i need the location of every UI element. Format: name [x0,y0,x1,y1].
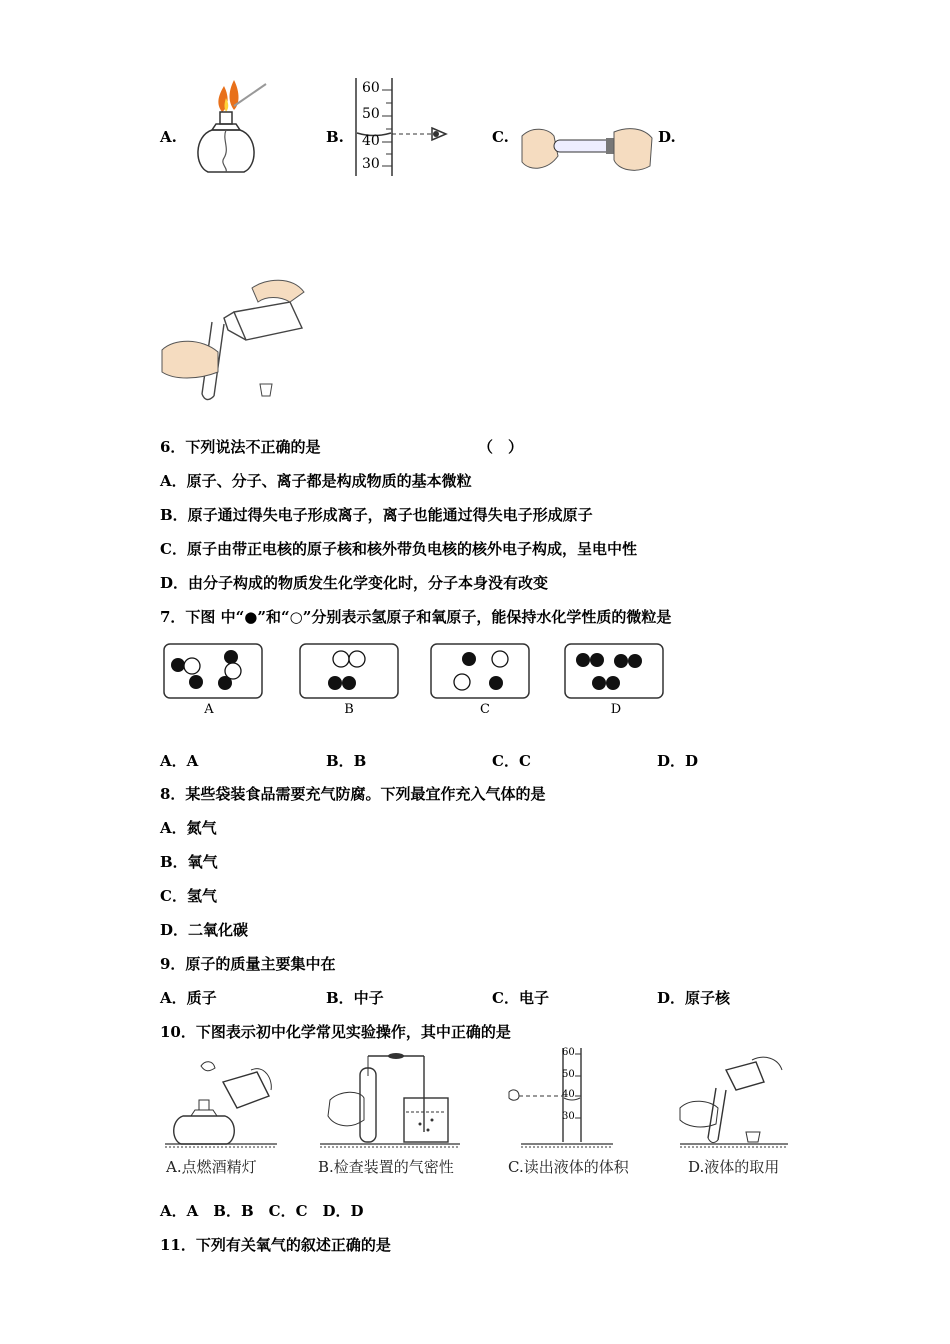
liquid-taking-icon [680,1054,790,1148]
q9-option-c[interactable]: C．电子 [492,989,549,1007]
q8-option-d[interactable]: D．二氧化碳 [160,921,249,939]
q8-option-c[interactable]: C．氢气 [160,887,217,905]
q9-option-a[interactable]: A．质子 [160,989,217,1007]
q10-caption-d: D.液体的取用 [688,1158,780,1176]
q6-option-b[interactable]: B．原子通过得失电子形成离子，离子也能通过得失电子形成原子 [160,506,593,524]
q5-option-a-label: A. [160,128,177,146]
molecule-label-b: B [344,702,354,717]
molecule-box-a [163,643,263,699]
q7-option-b[interactable]: B．B [326,752,367,770]
q10-caption-a: A.点燃酒精灯 [166,1158,257,1176]
q9-stem: 9．原子的质量主要集中在 [160,955,336,973]
q5-option-d-label: D. [658,128,676,146]
molecule-box-d [564,643,664,699]
liquid-pouring-icon [162,276,312,406]
q7-option-c[interactable]: C．C [492,752,531,770]
q10-scale-tick-60: 60 [562,1047,575,1058]
lamp-to-lamp-lighting-icon [165,1056,280,1148]
q6-option-d[interactable]: D．由分子构成的物质发生化学变化时，分子本身没有改变 [160,574,549,592]
scale-tick-30: 30 [362,156,380,172]
q6-stem-text: 6．下列说法不正确的是 [160,438,321,456]
q10-options-line[interactable]: A．A B．B C．C D．D [160,1202,364,1220]
q10-stem: 10．下图表示初中化学常见实验操作，其中正确的是 [160,1023,511,1041]
q8-option-a[interactable]: A．氮气 [160,819,217,837]
molecule-label-d: D [610,702,622,717]
scale-tick-60: 60 [362,80,380,96]
q9-option-b[interactable]: B．中子 [326,989,384,1007]
q9-option-d[interactable]: D．原子核 [657,989,731,1007]
q6-stem [160,436,524,457]
q10-scale-tick-50: 50 [562,1069,575,1080]
q7-stem: 7．下图 中“●”和“○”分别表示氢原子和氧原子，能保持水化学性质的微粒是 [160,608,672,626]
q6-option-a[interactable]: A．原子、分子、离子都是构成物质的基本微粒 [160,472,472,490]
molecule-label-a: A [204,702,214,717]
molecule-label-c: C [480,702,490,717]
molecule-box-b [299,643,399,699]
q5-option-c-label: C. [492,128,509,146]
q10-caption-b: B.检查装置的气密性 [318,1158,454,1176]
q7-option-a[interactable]: A．A [160,752,199,770]
scale-tick-50: 50 [362,106,380,122]
q10-caption-c: C.读出液体的体积 [508,1158,629,1176]
q8-stem: 8．某些袋装食品需要充气防腐。下列最宜作充入气体的是 [160,785,546,803]
q6-answer-paren: （ ） [478,438,524,456]
test-tube-stopper-icon [518,122,658,178]
q5-option-b-label: B. [326,128,344,146]
q8-option-b[interactable]: B．氧气 [160,853,218,871]
q6-option-c[interactable]: C．原子由带正电核的原子核和核外带负电核的核外电子构成，呈电中性 [160,540,637,558]
q7-option-d[interactable]: D．D [657,752,699,770]
alcohol-lamp-lighting-icon [188,78,268,178]
molecule-box-c [430,643,530,699]
airtightness-check-icon [320,1050,460,1148]
cylinder-level-reading-icon [505,1046,615,1148]
q10-scale-tick-40: 40 [562,1089,575,1100]
q10-scale-tick-30: 30 [562,1111,575,1122]
q11-stem: 11．下列有关氧气的叙述正确的是 [160,1236,391,1254]
scale-tick-40: 40 [362,133,380,149]
